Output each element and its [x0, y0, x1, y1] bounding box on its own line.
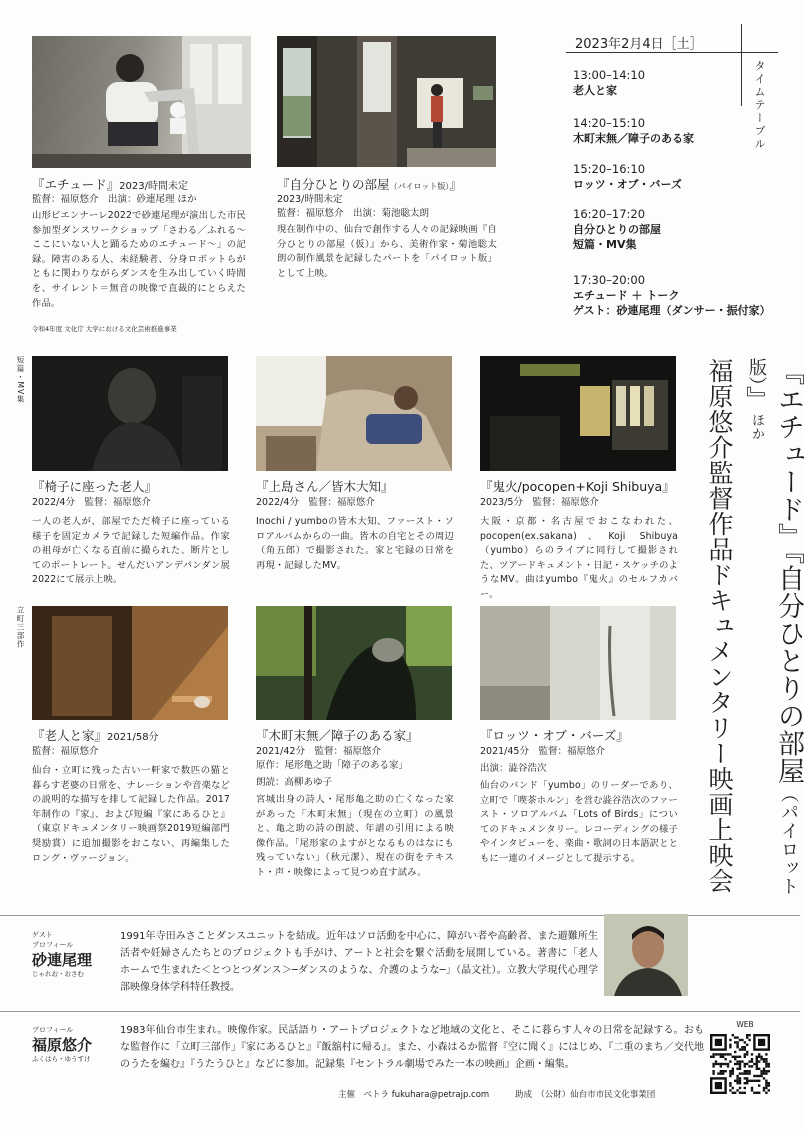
film-title-birds: 『ロッツ・オブ・バーズ』 [480, 728, 629, 743]
film-title-kimachi: 『木町末無／障子のある家』 [256, 728, 419, 743]
film-desc-kamijima: Inochi / yumboの皆木大知、ファースト・ソロアルバムからの一曲。皆木の自宅とその周辺（角五郎）で撮影された。家と宅録の日常を再現・記録したMV。 [256, 516, 454, 571]
film-desc-kimachi: 宮城出身の詩人・尾形亀之助の亡くなった家があった「木町末無」（現在の立町）の風景と、亀之助の詩の朗読、年譜の引用による映像作品。「尾形家のよすがとなるものはなにも残っていない」（秋元潔）、現在の街をテキスト・声・映像によって見つめ直す試み。 [256, 794, 454, 878]
film-meta-kamijima: 2022/4分 監督：福原悠介 [256, 497, 375, 508]
timetable-slot-3: 15:20–16:10 ロッツ・オブ・バーズ [573, 162, 682, 191]
film-title-rojin: 『老人と家』2021/58分 [32, 728, 159, 743]
film-desc-etude: 山形ビエンナーレ2022で砂連尾理が演出した市民参加型ダンスワークショップ「さわる／ふれる〜ここにいない人と踊るためのエチュード〜」の記録。障害のある人、未経験者、分身ロボットらがともに関わりながらダンスを生み出していく時間を、サイレント＝無音の映像で直裁的にとらえた作品。 [32, 210, 246, 309]
guest-reading: じゃれお・おさむ [32, 970, 84, 978]
footer-support: 助成 （公財）仙台市市民文化事業団 [515, 1090, 656, 1100]
film-desc-chair: 一人の老人が、部屋でただ椅子に座っている様子を固定カメラで記録した短編作品。作家の祖母が亡くなる直前に撮られた、断片としてのポートレート。せんだいアンデパンダン展2022にて展示上映。 [32, 516, 230, 586]
headline-line1: 『エチュード』『自分ひとりの部屋（パイロット版）』ほか [741, 358, 804, 896]
director-reading: ふくはら・ゆうすけ [32, 1055, 91, 1063]
film-title-chair: 『椅子に座った老人』 [32, 479, 158, 494]
film-original-kimachi: 原作：尾形亀之助「障子のある家」 [256, 760, 409, 771]
event-date: 2023年2月4日［土］ [575, 37, 703, 52]
film-title-onibi: 『鬼火/pocopen+Koji Shibuya』 [480, 479, 675, 494]
film-cast-birds: 出演：澁谷浩次 [480, 763, 547, 774]
director-label: プロフィール 福原悠介 ふくはら・ゆうすけ [32, 1026, 93, 1063]
director-bio: 1983年仙台市生まれ。映像作家。民話語り・アートプロジェクトなど地域の文化と、そこに暮らす人々の日常を記録する。おもな監督作に「立町三部作」『家にあるひと』『飯舘村に帰る』。また、小森はるか監督『空に聞く』にはじめ、『二重のまち／交代地のうたを編む』『うたうひと』などに参加。記録集『セントラル劇場でみた一本の映画』企画・編集。 [120, 1025, 704, 1070]
film-title-room: 『自分ひとりの部屋（パイロット版）』 [277, 177, 462, 192]
section-label-tachimachi: 立町三部作 [16, 606, 25, 649]
kamijima-photo [256, 356, 452, 471]
etude-photo [32, 36, 251, 168]
headline-line2: 福原悠介監督作品ドキュメンタリー映画上映会 [705, 358, 734, 894]
guest-name: 砂連尾理 [32, 951, 93, 969]
guest-label: ゲスト プロフィール 砂連尾理 じゃれお・おさむ [32, 931, 93, 978]
film-title-etude: 『エチュード』2023/時間未定 [32, 177, 188, 192]
web-label: WEB [736, 1020, 754, 1029]
film-year-room: 2023/時間未定 [277, 194, 343, 205]
onibi-photo [480, 356, 676, 471]
timetable-rule [741, 24, 742, 106]
film-credits-etude: 監督：福原悠介 出演：砂連尾理 ほか [32, 194, 197, 205]
film-meta-onibi: 2023/5分 監督：福原悠介 [480, 497, 599, 508]
footer-organizer: 主催 ペトラ fukuhara@petrajp.com [338, 1090, 490, 1100]
web-qr-code[interactable] [710, 1034, 770, 1094]
section-label-short: 短篇・MV集 [16, 356, 25, 404]
timetable-slot-2: 14:20–15:10 木町末無／障子のある家 [573, 116, 694, 145]
timetable-label: タイムテーブル [753, 60, 766, 151]
film-meta-birds: 2021/45分 監督：福原悠介 [480, 746, 605, 757]
film-reading-kimachi: 朗読：高柳あゆ子 [256, 777, 333, 788]
director-divider [0, 1011, 800, 1012]
timetable-slot-1: 13:00–14:10 老人と家 [573, 68, 646, 97]
date-rule [566, 52, 778, 53]
director-name: 福原悠介 [32, 1036, 93, 1054]
film-credits-rojin: 監督：福原悠介 [32, 746, 99, 757]
birds-photo [480, 606, 676, 720]
qr-code-icon [710, 1034, 770, 1094]
film-note-etude: 令和4年度 文化庁 大学における文化芸術推進事業 [32, 325, 177, 333]
room-photo [277, 36, 496, 167]
film-credits-room: 監督：福原悠介 出演：菊池聡太朗 [277, 208, 430, 219]
film-title-kamijima: 『上島さん／皆木大知』 [256, 479, 394, 494]
timetable-slot-4: 16:20–17:20 自分ひとりの部屋 短篇・MV集 [573, 207, 661, 251]
rojin-photo [32, 606, 228, 720]
film-desc-onibi: 大阪・京都・名古屋でおこなわれた、pocopen(ex.sakana)、Koji Shibuya（yumbo）らのライブに同行して撮影された、ツアードキュメント・日記・スケッチのようなMV。曲はyumbo『鬼火』のセルフカバー。 [480, 516, 678, 600]
film-desc-birds: 仙台のバンド「yumbo」のリーダーであり、立町で「喫茶ホルン」を営む澁谷浩次のファースト・ソロアルバム「Lots of Birds」についてのドキュメンタリー。レコーディングの様子やインタビューを、楽曲・歌詞の日本語訳とともに一連のイメージとして提示する。 [480, 780, 679, 864]
guest-bio: 1991年寺田みさことダンスユニットを結成。近年はソロ活動を中心に、障がい者や高齢者、また避難所生活者や妊婦さんたちとのプロジェクトも手がけ、アートと社会を繋ぐ活動を展開している。著書に「老人ホームで生まれた＜とつとつダンス＞─ダンスのような、介護のような─」（晶文社）。立教大学現代心理学部映像身体学科特任教授。 [120, 931, 598, 993]
film-meta-kimachi: 2021/42分 監督：福原悠介 [256, 746, 381, 757]
chair-photo [32, 356, 228, 471]
guest-portrait [604, 914, 688, 996]
film-desc-room: 現在制作中の、仙台で創作する人々の記録映画『自分ひとりの部屋（仮）』から、美術作家・菊池聡太朗の制作風景を記録したパートを「パイロット版」として上映。 [277, 224, 497, 279]
timetable-slot-5: 17:30–20:00 エチュード ＋ トーク ゲスト：砂連尾理（ダンサー・振付家） [573, 273, 771, 317]
film-meta-chair: 2022/4分 監督：福原悠介 [32, 497, 151, 508]
film-desc-rojin: 仙台・立町に残った古い一軒家で数匹の猫と暮らす老婆の日常を、ナレーションや音楽などの説明的な描写を排して記録した作品。2017年制作の『家』、および短編『家にあるひと』（東京ドキュメンタリー映画祭2019短編部門奨励賞）に追加撮影をおこない、再編集したロング・ヴァージョン。 [32, 765, 230, 864]
kimachi-photo [256, 606, 452, 720]
